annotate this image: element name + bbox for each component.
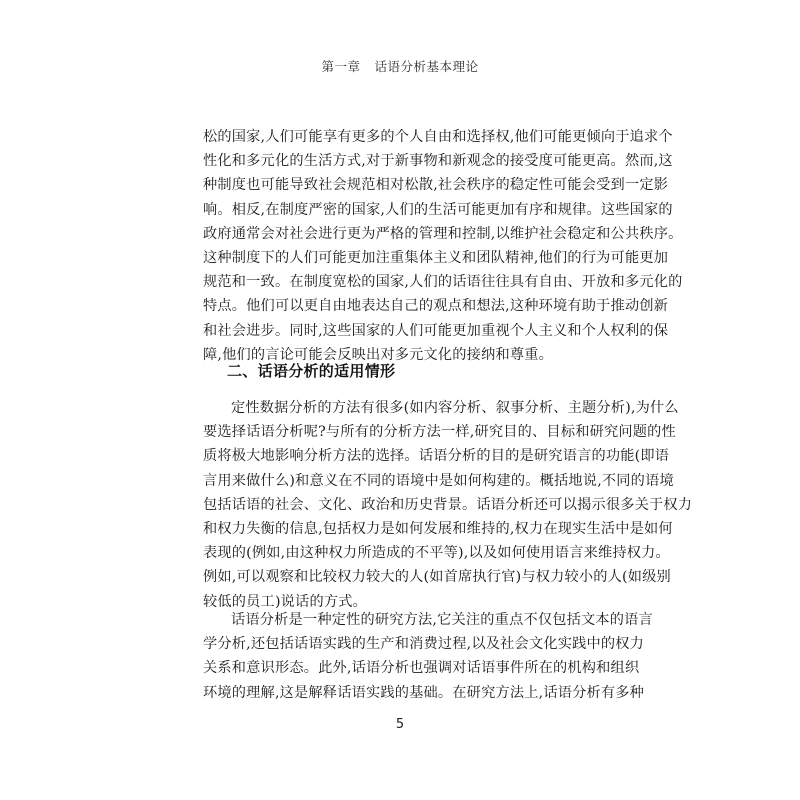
text-line: 障,他们的言论可能会反映出对多元文化的接纳和尊重。 <box>203 346 554 363</box>
section-heading: 二、话语分析的适用情形 <box>227 362 396 380</box>
text-line: 学分析,还包括话语实践的生产和消费过程,以及社会文化实践中的权力 <box>203 636 645 653</box>
text-line: 包括话语的社会、文化、政治和历史背景。话语分析还可以揭示很多关于权力 <box>203 496 693 513</box>
text-line: 规范和一致。在制度宽松的国家,人们的话语往往具有自由、开放和多元化的 <box>203 274 683 291</box>
text-line: 例如,可以观察和比较权力较大的人(如首席执行官)与权力较小的人(如级别 <box>203 569 671 586</box>
text-line: 种制度也可能导致社会规范相对松散,社会秩序的稳定性可能会受到一定影 <box>203 177 669 194</box>
text-line: 较低的员工)说话的方式。 <box>203 593 367 610</box>
chapter-number: 第一章 <box>321 59 361 74</box>
text-line: 话语分析是一种定性的研究方法,它关注的重点不仅包括文本的语言 <box>231 612 653 628</box>
text-line: 质将极大地影响分析方法的选择。话语分析的目的是研究语言的功能(即语 <box>203 448 670 465</box>
text-line: 松的国家,人们可能享有更多的个人自由和选择权,他们可能更倾向于追求个 <box>203 129 673 145</box>
text-line: 要选择话语分析呢?与所有的分析方法一样,研究目的、目标和研究问题的性 <box>203 424 676 441</box>
chapter-title: 话语分析基本理论 <box>374 59 479 74</box>
text-line: 响。相反,在制度严密的国家,人们的生活可能更加有序和规律。这些国家的 <box>203 201 673 218</box>
text-line: 关系和意识形态。此外,话语分析也强调对话语事件所在的机构和组织 <box>203 660 640 677</box>
text-line: 和权力失衡的信息,包括权力是如何发展和维持的,权力在现实生活中是如何 <box>203 520 673 537</box>
text-line: 环境的理解,这是解释话语实践的基础。在研究方法上,话语分析有多种 <box>203 684 645 701</box>
page-number: 5 <box>395 717 405 732</box>
text-line: 政府通常会对社会进行更为严格的管理和控制,以维护社会稳定和公共秩序。 <box>203 225 683 242</box>
text-line: 性化和多元化的生活方式,对于新事物和新观念的接受度可能更高。然而,这 <box>203 153 673 170</box>
text-line: 特点。他们可以更自由地表达自己的观点和想法,这种环境有助于推动创新 <box>203 298 669 315</box>
text-line: 言用来做什么)和意义在不同的语境中是如何构建的。概括地说,不同的语境 <box>203 472 674 489</box>
text-line: 定性数据分析的方法有很多(如内容分析、叙事分析、主题分析),为什么 <box>231 400 679 416</box>
text-line: 表现的(例如,由这种权力所造成的不平等),以及如何使用语言来维持权力。 <box>203 545 670 562</box>
text-line: 这种制度下的人们可能更加注重集体主义和团队精神,他们的行为可能更加 <box>203 249 669 266</box>
paragraph <box>203 396 693 614</box>
paragraph-continued <box>203 125 683 367</box>
paragraph <box>203 608 653 705</box>
text-line: 和社会进步。同时,这些国家的人们可能更加重视个人主义和个人权利的保 <box>203 322 669 339</box>
running-header <box>0 57 800 75</box>
